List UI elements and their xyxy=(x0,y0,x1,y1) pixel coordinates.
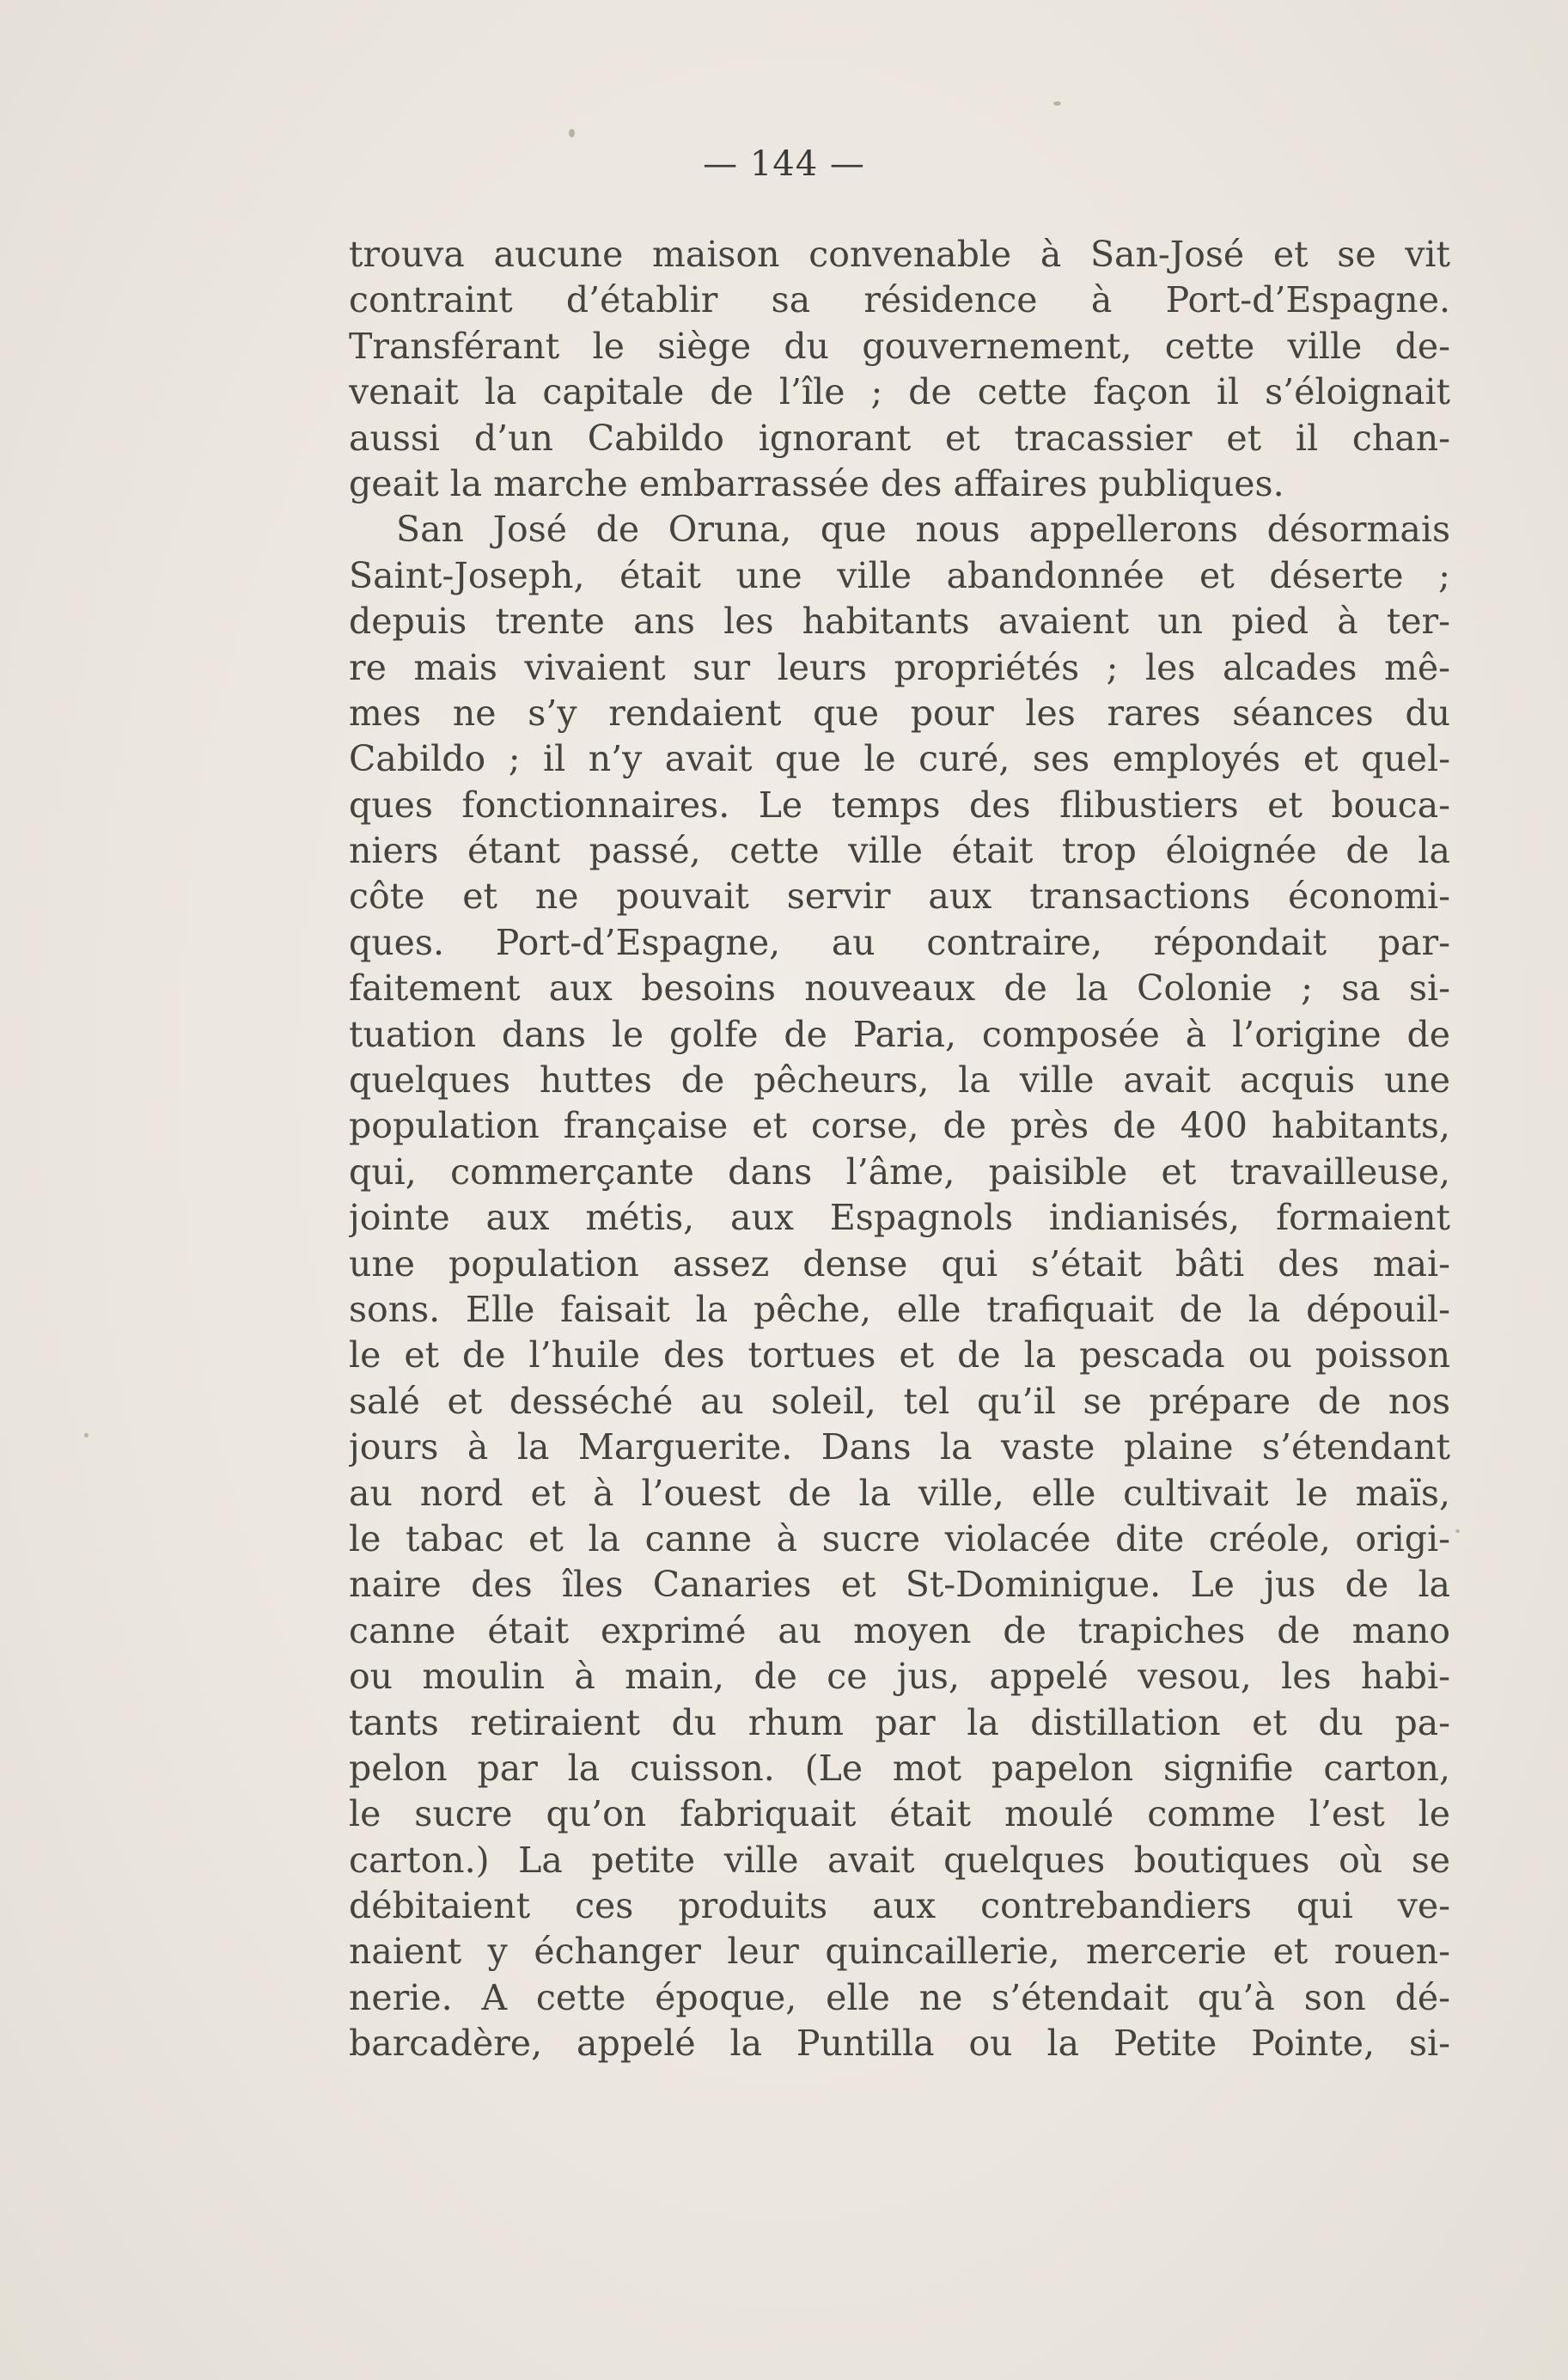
paper-speck xyxy=(569,129,575,137)
text-line: population française et corse, de près de 400 habitants, xyxy=(349,1105,1450,1147)
text-line: naire des îles Canaries et St-Dominigue. Le jus de la xyxy=(349,1564,1450,1606)
text-line: jointe aux métis, aux Espagnols indianisés, formaient xyxy=(349,1197,1450,1239)
text-line: carton.) La petite ville avait quelques boutiques où se xyxy=(349,1839,1450,1881)
text-line: venait la capitale de l’île ; de cette façon il s’éloignait xyxy=(349,371,1450,413)
text-line: côte et ne pouvait servir aux transactions économi- xyxy=(349,876,1450,918)
text-line: pelon par la cuisson. (Le mot papelon signifie carton, xyxy=(349,1747,1450,1789)
text-line: tuation dans le golfe de Paria, composée à l’origine de xyxy=(349,1013,1450,1055)
text-line: jours à la Marguerite. Dans la vaste plaine s’étendant xyxy=(349,1426,1450,1468)
text-line: débitaient ces produits aux contrebandiers qui ve- xyxy=(349,1885,1450,1927)
text-line: quelques huttes de pêcheurs, la ville avait acquis une xyxy=(349,1059,1450,1102)
text-line: canne était exprimé au moyen de trapiches de mano xyxy=(349,1609,1450,1651)
paper-speck xyxy=(1053,101,1061,106)
text-line: barcadère, appelé la Puntilla ou la Petite Pointe, si- xyxy=(349,2023,1450,2065)
text-line: depuis trente ans les habitants avaient un pied à ter- xyxy=(349,601,1450,643)
text-line: ou moulin à main, de ce jus, appelé vesou, les habi- xyxy=(349,1656,1450,1698)
text-line: au nord et à l’ouest de la ville, elle cultivait le maïs, xyxy=(349,1472,1450,1514)
text-line: sons. Elle faisait la pêche, elle trafiquait de la dépouil- xyxy=(349,1288,1450,1330)
text-line: le sucre qu’on fabriquait était moulé comme l’est le xyxy=(349,1793,1450,1835)
text-line: re mais vivaient sur leurs propriétés ; les alcades mê- xyxy=(349,646,1450,688)
text-line: Transférant le siège du gouvernement, cette ville de- xyxy=(349,325,1450,367)
text-line: tants retiraient du rhum par la distillation et du pa- xyxy=(349,1701,1450,1743)
text-line: trouva aucune maison convenable à San-José et se vit xyxy=(349,234,1450,275)
text-line: naient y échanger leur quincaillerie, mercerie et rouen- xyxy=(349,1931,1450,1973)
page-number: — 144 — xyxy=(703,144,865,184)
text-line: Saint-Joseph, était une ville abandonnée et déserte ; xyxy=(349,554,1450,596)
text-line: ques fonctionnaires. Le temps des flibustiers et bouca- xyxy=(349,784,1450,826)
paper-speck xyxy=(1455,1529,1460,1533)
paper-speck xyxy=(84,1433,88,1437)
text-line: le tabac et la canne à sucre violacée dite créole, origi- xyxy=(349,1517,1450,1559)
text-line: salé et desséché au soleil, tel qu’il se prépare de nos xyxy=(349,1380,1450,1422)
body-text xyxy=(349,232,1450,2067)
text-line: niers étant passé, cette ville était trop éloignée de la xyxy=(349,830,1450,872)
text-line: aussi d’un Cabildo ignorant et tracassier et il chan- xyxy=(349,417,1450,459)
text-line: San José de Oruna, que nous appellerons désormais xyxy=(396,509,1450,551)
text-line: le et de l’huile des tortues et de la pescada ou poisson xyxy=(349,1334,1450,1376)
text-line: faitement aux besoins nouveaux de la Colonie ; sa si- xyxy=(349,967,1450,1010)
text-line: mes ne s’y rendaient que pour les rares séances du xyxy=(349,692,1450,734)
text-line: geait la marche embarrassée des affaires publiques. xyxy=(349,462,1284,504)
text-line: nerie. A cette époque, elle ne s’étendait qu’à son dé- xyxy=(349,1976,1450,2018)
text-line: qui, commerçante dans l’âme, paisible et travailleuse, xyxy=(349,1150,1450,1193)
text-line: contraint d’établir sa résidence à Port-d’Espagne. xyxy=(349,279,1450,321)
text-line: une population assez dense qui s’était bâti des mai- xyxy=(349,1242,1450,1285)
text-line: Cabildo ; il n’y avait que le curé, ses employés et quel- xyxy=(349,738,1450,780)
text-line: ques. Port-d’Espagne, au contraire, répondait par- xyxy=(349,921,1450,963)
